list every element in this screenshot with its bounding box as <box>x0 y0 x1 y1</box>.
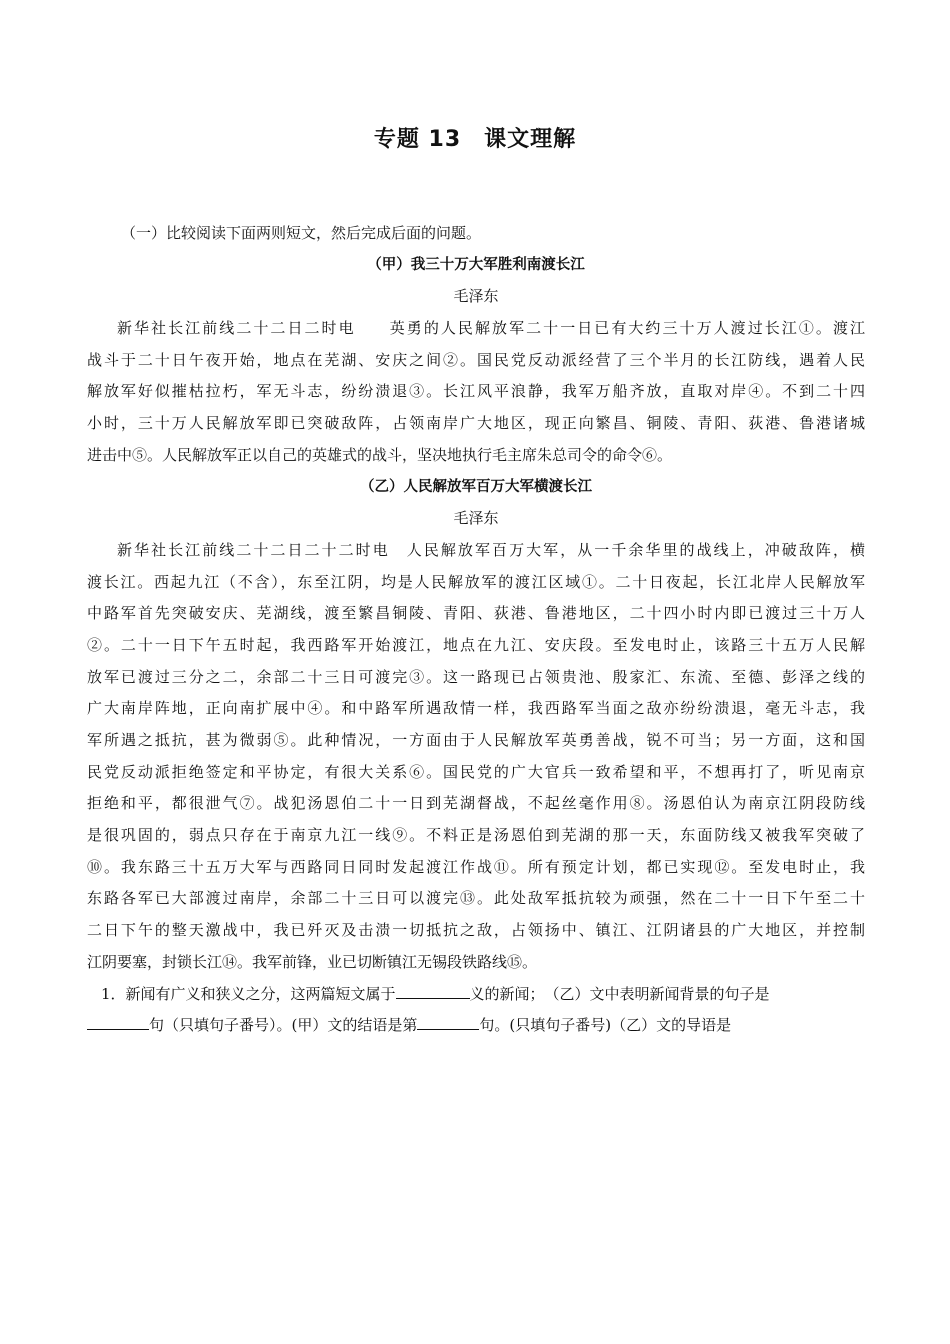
paragraph-line: 小时，三十万人民解放军即已突破敌阵，占领南岸广大地区，现正向繁昌、铜陵、青阳、荻港、鲁港诸城 <box>87 414 865 433</box>
paragraph-line: 是很巩固的，弱点只存在于南京九江一线⑨。不料正是汤恩伯到芜湖的那一天，东面防线又被我军突破了 <box>87 826 865 845</box>
section-intro: （一）比较阅读下面两则短文，然后完成后面的问题。 <box>121 224 482 242</box>
question-1-text: 句（只填句子番号）。(甲）文的结语是第 <box>149 1016 418 1035</box>
paragraph-line: 东路各军已大部渡过南岸，余部二十三日可以渡完⑬。此处敌军抵抗较为顽强，然在二十一日下午至二十 <box>87 889 865 908</box>
paragraph-line: 江阴要塞，封锁长江⑭。我军前锋，业已切断镇江无锡段铁路线⑮。 <box>87 952 538 971</box>
question-1-text: 句。(只填句子番号)（乙）文的导语是 <box>479 1016 732 1035</box>
paragraph-line: 广大南岸阵地，正向南扩展中④。和中路军所遇敌情一样，我西路军当面之敌亦纷纷溃退，毫无斗志，我 <box>87 699 865 718</box>
question-1-text: 1．新闻有广义和狭义之分，这两篇短文属于 <box>101 984 396 1003</box>
question-1-line-2 <box>87 1010 865 1042</box>
question-1-line-1 <box>87 979 865 1011</box>
article-b-body <box>87 535 865 979</box>
paragraph-line: 二日下午的整天激战中，我已歼灭及击溃一切抵抗之敌，占领扬中、镇江、江阴诸县的广大地区，并控制 <box>87 921 865 940</box>
paragraph-line: 拒绝和平，都很泄气⑦。战犯汤恩伯二十一日到芜湖督战，不起丝毫作用⑧。汤恩伯认为南京江阴段防线 <box>87 794 865 813</box>
article-a-title: （甲）我三十万大军胜利南渡长江 <box>367 256 585 273</box>
document-body <box>87 218 865 1042</box>
article-b-author: 毛泽东 <box>453 509 499 528</box>
paragraph-line: ⑩。我东路三十五万大军与西路同日同时发起渡江作战⑪。所有预定计划，都已实现⑫。至发电时止，我 <box>87 857 865 876</box>
paragraph-line: 进击中⑤。人民解放军正以自己的英雄式的战斗，坚决地执行毛主席朱总司令的命令⑥。 <box>87 445 673 464</box>
answer-blank[interactable] <box>417 1011 479 1030</box>
page-title: 专题 13 课文理解 <box>373 127 577 152</box>
paragraph-line: 解放军好似摧枯拉朽，军无斗志，纷纷溃退③。长江风平浪静，我军万船齐放，直取对岸④。不到二十四 <box>87 382 865 401</box>
question-1-text: 义的新闻； （乙）文中表明新闻背景的句子是 <box>469 984 770 1003</box>
article-a-author: 毛泽东 <box>453 287 499 306</box>
answer-blank[interactable] <box>396 980 470 999</box>
paragraph-line: ②。二十一日下午五时起，我西路军开始渡江，地点在九江、安庆段。至发电时止，该路三十五万人民解 <box>87 635 865 654</box>
paragraph-line: 战斗于二十日午夜开始，地点在芜湖、安庆之间②。国民党反动派经营了三个半月的长江防线，遇着人民 <box>87 350 865 369</box>
answer-blank[interactable] <box>87 1011 149 1030</box>
article-b-title: （乙）人民解放军百万大军横渡长江 <box>360 478 592 495</box>
paragraph-line: 放军已渡过三分之二，余部二十三日可渡完③。这一路现已占领贵池、殷家汇、东流、至德、彭泽之线的 <box>87 667 865 686</box>
paragraph-line: 新华社长江前线二十二日二时电 英勇的人民解放军二十一日已有大约三十万人渡过长江①。渡江 <box>117 319 865 338</box>
paragraph-line: 民党反动派拒绝签定和平协定，有很大关系⑥。国民党的广大官兵一致希望和平，不想再打了，听见南京 <box>87 762 865 781</box>
paragraph-line: 渡长江。西起九江（不含），东至江阴，均是人民解放军的渡江区域①。二十日夜起，长江北岸人民解放军 <box>87 572 865 591</box>
paragraph-line: 军所遇之抵抗，甚为微弱⑤。此种情况，一方面由于人民解放军英勇善战，锐不可当；另一方面，这和国 <box>87 731 865 749</box>
paragraph-line: 中路军首先突破安庆、芜湖线，渡至繁昌铜陵、青阳、荻港、鲁港地区，二十四小时内即已渡过三十万人 <box>87 604 865 623</box>
article-a-body <box>87 313 865 471</box>
paragraph-line: 新华社长江前线二十二日二十二时电 人民解放军百万大军，从一千余华里的战线上，冲破敌阵，横 <box>117 540 865 559</box>
